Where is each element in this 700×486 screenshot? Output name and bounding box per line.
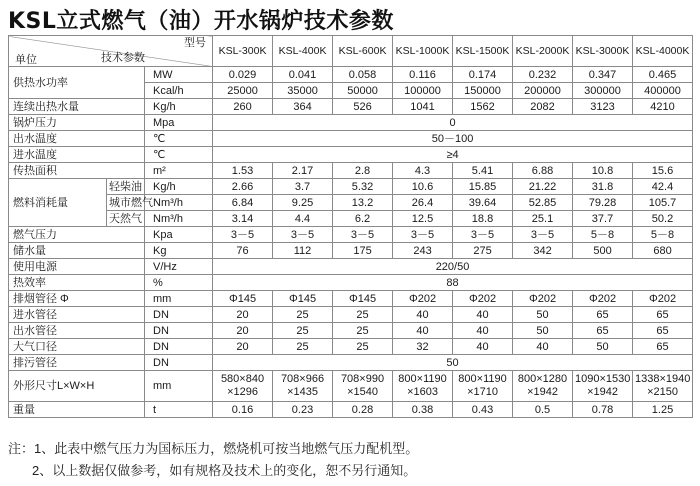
cell: 9.25 xyxy=(273,195,333,211)
cell: 20 xyxy=(213,323,273,339)
row-label: 使用电源 xyxy=(9,259,145,275)
unit-header-label: 单位 xyxy=(15,54,37,66)
cell: 15.6 xyxy=(633,163,693,179)
cell: 50.2 xyxy=(633,211,693,227)
cell: 275 xyxy=(453,243,513,259)
row-label: 排污管径 xyxy=(9,355,145,371)
cell: 0.232 xyxy=(513,67,573,83)
cell: 2.17 xyxy=(273,163,333,179)
cell: 5.41 xyxy=(453,163,513,179)
dim-line: ×2150 xyxy=(647,386,678,398)
cell: 18.8 xyxy=(453,211,513,227)
table-row xyxy=(9,371,693,402)
cell: 12.5 xyxy=(393,211,453,227)
dim-line: 1090×1530 xyxy=(575,373,631,385)
dim-line: 800×1190 xyxy=(458,373,507,385)
cell: 39.64 xyxy=(453,195,513,211)
fuel-group-label: 燃料消耗量 xyxy=(9,179,107,227)
cell: 100000 xyxy=(393,83,453,99)
cell: 4.3 xyxy=(393,163,453,179)
row-unit: Kg xyxy=(145,243,213,259)
cell: Φ145 xyxy=(333,291,393,307)
merged-cell: ≥4 xyxy=(213,147,693,163)
cell: 200000 xyxy=(513,83,573,99)
cell: 20 xyxy=(213,307,273,323)
cell: 0.43 xyxy=(453,402,513,418)
cell: 50 xyxy=(513,323,573,339)
cell: 6.84 xyxy=(213,195,273,211)
model-header-label: 型号 xyxy=(184,37,207,49)
cell: 25 xyxy=(333,339,393,355)
cell: 3123 xyxy=(573,99,633,115)
row-unit: ℃ xyxy=(145,131,213,147)
cell: 1.25 xyxy=(633,402,693,418)
cell: 342 xyxy=(513,243,573,259)
table-row xyxy=(9,275,693,291)
notes xyxy=(8,438,418,482)
row-label: 供热水功率 xyxy=(9,67,145,99)
cell: 10.6 xyxy=(393,179,453,195)
cell: 25.1 xyxy=(513,211,573,227)
model-header: KSL-400K xyxy=(273,36,333,67)
cell: 40 xyxy=(393,307,453,323)
row-label: 进水管径 xyxy=(9,307,145,323)
cell: 1041 xyxy=(393,99,453,115)
cell: 3－5 xyxy=(273,227,333,243)
table-row xyxy=(9,163,693,179)
dim-line: 800×1190 xyxy=(398,373,447,385)
page-title: KSL立式燃气（油）开水锅炉技术参数 xyxy=(8,9,394,34)
cell: 52.85 xyxy=(513,195,573,211)
cell: Φ202 xyxy=(573,291,633,307)
cell: 0.28 xyxy=(333,402,393,418)
row-unit: Nm³/h xyxy=(145,195,213,211)
row-unit: mm xyxy=(145,371,213,402)
cell: 0.174 xyxy=(453,67,513,83)
row-label: 热效率 xyxy=(9,275,145,291)
cell: 3.14 xyxy=(213,211,273,227)
cell: 6.2 xyxy=(333,211,393,227)
dim-line: 580×840 xyxy=(220,373,265,385)
dimension-cell xyxy=(633,371,693,402)
row-label: 连续出热水量 xyxy=(9,99,145,115)
dim-line: ×1710 xyxy=(467,386,498,398)
row-unit: Kg/h xyxy=(145,99,213,115)
merged-cell: 50 xyxy=(213,355,693,371)
table-row xyxy=(9,307,693,323)
cell: 300000 xyxy=(573,83,633,99)
cell: 25 xyxy=(273,307,333,323)
table-row xyxy=(9,67,693,83)
cell: 0.38 xyxy=(393,402,453,418)
cell: 3－5 xyxy=(453,227,513,243)
cell: Φ145 xyxy=(273,291,333,307)
cell: 50000 xyxy=(333,83,393,99)
table-row xyxy=(9,243,693,259)
table-row xyxy=(9,211,693,227)
cell: Φ202 xyxy=(393,291,453,307)
cell: 2.8 xyxy=(333,163,393,179)
cell: 35000 xyxy=(273,83,333,99)
cell: 526 xyxy=(333,99,393,115)
cell: 260 xyxy=(213,99,273,115)
table-row xyxy=(9,323,693,339)
cell: 20 xyxy=(213,339,273,355)
cell: 40 xyxy=(393,323,453,339)
cell: 76 xyxy=(213,243,273,259)
cell: 112 xyxy=(273,243,333,259)
cell: 25 xyxy=(333,307,393,323)
cell: 13.2 xyxy=(333,195,393,211)
model-header: KSL-2000K xyxy=(513,36,573,67)
merged-cell: 0 xyxy=(213,115,693,131)
cell: 2082 xyxy=(513,99,573,115)
cell: 3－5 xyxy=(213,227,273,243)
row-sublabel: 天然气 xyxy=(107,211,145,227)
row-label: 重量 xyxy=(9,402,145,418)
cell: 364 xyxy=(273,99,333,115)
dim-line: 800×1280 xyxy=(517,373,568,385)
cell: 15.85 xyxy=(453,179,513,195)
dimension-cell xyxy=(513,371,573,402)
dim-line: ×1603 xyxy=(407,386,438,398)
cell: 175 xyxy=(333,243,393,259)
dim-line: 1338×1940 xyxy=(635,373,691,385)
cell: 50 xyxy=(573,339,633,355)
spec-table xyxy=(8,35,693,418)
row-unit: t xyxy=(145,402,213,418)
cell: 40 xyxy=(453,323,513,339)
dim-line: 708×966 xyxy=(280,373,325,385)
cell: 1562 xyxy=(453,99,513,115)
cell: 0.347 xyxy=(573,67,633,83)
table-row xyxy=(9,115,693,131)
note-2: 2、以上数据仅做参考，如有规格及技术上的变化，恕不另行通知。 xyxy=(32,463,417,478)
row-unit: MW xyxy=(145,67,213,83)
row-unit: m² xyxy=(145,163,213,179)
cell: 3－5 xyxy=(513,227,573,243)
table-row xyxy=(9,147,693,163)
row-sublabel: 城市燃气 xyxy=(107,195,145,211)
cell: 65 xyxy=(633,323,693,339)
cell: 37.7 xyxy=(573,211,633,227)
cell: 50 xyxy=(513,307,573,323)
cell: 105.7 xyxy=(633,195,693,211)
dim-line: ×1296 xyxy=(227,386,258,398)
note-1: 注：1、此表中燃气压力为国标压力，燃烧机可按当地燃气压力配机型。 xyxy=(8,441,419,456)
cell: 243 xyxy=(393,243,453,259)
row-label: 大气口径 xyxy=(9,339,145,355)
cell: 500 xyxy=(573,243,633,259)
cell: 25 xyxy=(333,323,393,339)
row-unit: mm xyxy=(145,291,213,307)
cell: 5.32 xyxy=(333,179,393,195)
table-row xyxy=(9,339,693,355)
cell: 25000 xyxy=(213,83,273,99)
row-unit: Kcal/h xyxy=(145,83,213,99)
cell: 21.22 xyxy=(513,179,573,195)
cell: 150000 xyxy=(453,83,513,99)
model-header: KSL-3000K xyxy=(573,36,633,67)
cell: 25 xyxy=(273,339,333,355)
cell: 3－5 xyxy=(393,227,453,243)
cell: 400000 xyxy=(633,83,693,99)
cell: 65 xyxy=(573,323,633,339)
dimension-cell xyxy=(213,371,273,402)
dimension-cell xyxy=(453,371,513,402)
merged-cell: 220/50 xyxy=(213,259,693,275)
row-unit: DN xyxy=(145,323,213,339)
cell: 4.4 xyxy=(273,211,333,227)
header-row xyxy=(9,36,693,67)
cell: 79.28 xyxy=(573,195,633,211)
row-unit: Mpa xyxy=(145,115,213,131)
cell: 4210 xyxy=(633,99,693,115)
row-unit: ℃ xyxy=(145,147,213,163)
dimension-cell xyxy=(573,371,633,402)
cell: 0.23 xyxy=(273,402,333,418)
merged-cell: 88 xyxy=(213,275,693,291)
row-unit: Kpa xyxy=(145,227,213,243)
cell: 0.78 xyxy=(573,402,633,418)
table-row xyxy=(9,355,693,371)
table-row xyxy=(9,227,693,243)
row-label: 锅炉压力 xyxy=(9,115,145,131)
row-unit: DN xyxy=(145,307,213,323)
model-header: KSL-4000K xyxy=(633,36,693,67)
table-row xyxy=(9,179,693,195)
row-label: 传热面积 xyxy=(9,163,145,179)
params-header-label: 技术参数 xyxy=(101,52,145,64)
row-label: 进水温度 xyxy=(9,147,145,163)
table-row xyxy=(9,99,693,115)
cell: 5－8 xyxy=(633,227,693,243)
cell: 40 xyxy=(453,339,513,355)
model-header: KSL-1500K xyxy=(453,36,513,67)
cell: 40 xyxy=(513,339,573,355)
cell: 680 xyxy=(633,243,693,259)
cell: 42.4 xyxy=(633,179,693,195)
row-unit: DN xyxy=(145,339,213,355)
table-row xyxy=(9,291,693,307)
cell: 0.029 xyxy=(213,67,273,83)
cell: 0.465 xyxy=(633,67,693,83)
dim-line: ×1540 xyxy=(347,386,378,398)
table-row xyxy=(9,402,693,418)
cell: 6.88 xyxy=(513,163,573,179)
row-unit: Kg/h xyxy=(145,179,213,195)
cell: 26.4 xyxy=(393,195,453,211)
row-unit: Nm³/h xyxy=(145,211,213,227)
table-row xyxy=(9,195,693,211)
row-label: 出水温度 xyxy=(9,131,145,147)
cell: 0.16 xyxy=(213,402,273,418)
row-unit: % xyxy=(145,275,213,291)
model-header: KSL-600K xyxy=(333,36,393,67)
cell: 1.53 xyxy=(213,163,273,179)
model-header: KSL-300K xyxy=(213,36,273,67)
cell: 65 xyxy=(633,339,693,355)
table-row xyxy=(9,259,693,275)
model-header: KSL-1000K xyxy=(393,36,453,67)
dimension-cell xyxy=(333,371,393,402)
dimension-cell xyxy=(273,371,333,402)
cell: Φ145 xyxy=(213,291,273,307)
row-label: 外形尺寸L×W×H xyxy=(9,371,145,402)
row-label: 储水量 xyxy=(9,243,145,259)
row-label: 燃气压力 xyxy=(9,227,145,243)
cell: Φ202 xyxy=(633,291,693,307)
dim-line: 708×990 xyxy=(340,373,385,385)
cell: 10.8 xyxy=(573,163,633,179)
cell: 0.058 xyxy=(333,67,393,83)
cell: 65 xyxy=(633,307,693,323)
row-sublabel: 轻柴油 xyxy=(107,179,145,195)
cell: Φ202 xyxy=(513,291,573,307)
table-row xyxy=(9,131,693,147)
header-corner-cell xyxy=(9,36,213,67)
cell: 0.116 xyxy=(393,67,453,83)
merged-cell: 50－100 xyxy=(213,131,693,147)
dimension-cell xyxy=(393,371,453,402)
row-label: 出水管径 xyxy=(9,323,145,339)
cell: 40 xyxy=(453,307,513,323)
cell: 25 xyxy=(273,323,333,339)
cell: 5－8 xyxy=(573,227,633,243)
cell: 0.5 xyxy=(513,402,573,418)
cell: 3－5 xyxy=(333,227,393,243)
cell: 31.8 xyxy=(573,179,633,195)
cell: 32 xyxy=(393,339,453,355)
row-label: 排烟管径 Φ xyxy=(9,291,145,307)
cell: Φ202 xyxy=(453,291,513,307)
cell: 0.041 xyxy=(273,67,333,83)
row-unit: V/Hz xyxy=(145,259,213,275)
dim-line: ×1435 xyxy=(287,386,318,398)
row-unit: DN xyxy=(145,355,213,371)
dim-line: ×1942 xyxy=(527,386,558,398)
dim-line: ×1942 xyxy=(587,386,618,398)
cell: 3.7 xyxy=(273,179,333,195)
cell: 65 xyxy=(573,307,633,323)
cell: 2.66 xyxy=(213,179,273,195)
